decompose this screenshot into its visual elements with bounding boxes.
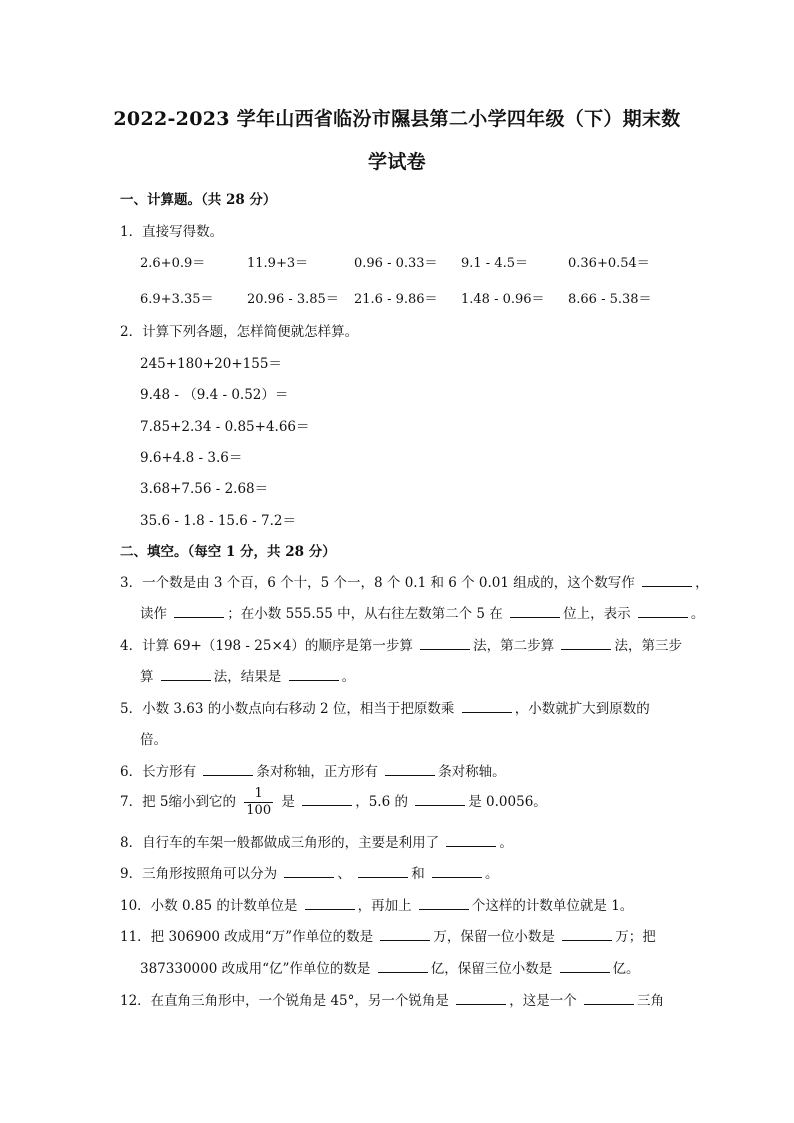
answer-blank[interactable] [378, 960, 428, 973]
answer-blank[interactable] [385, 763, 435, 776]
fraction-denominator: 100 [246, 803, 272, 818]
page-title-continued: 学试卷 [368, 151, 426, 173]
question-text: 7．把 5缩小到它的 [120, 794, 236, 810]
answer-blank[interactable] [358, 865, 408, 878]
question-text: 亿。 [612, 961, 640, 977]
question-11 [120, 925, 656, 945]
answer-blank[interactable] [289, 668, 339, 681]
calc-item: 11.9+3＝ [247, 256, 309, 271]
question-1-row-2 [140, 288, 680, 307]
answer-blank[interactable] [561, 637, 611, 650]
question-text: 亿，保留三位小数是 [430, 961, 553, 977]
question-text: 11．把 306900 改成用“万”作单位的数是 [120, 929, 374, 945]
calc-item: 21.6 - 9.86＝ [354, 292, 438, 307]
question-text: 和 [411, 866, 425, 882]
question-8 [120, 831, 513, 851]
question-text: 。 [690, 606, 705, 622]
question-2-prompt: 2．计算下列各题，怎样简便就怎样算。 [120, 324, 359, 340]
question-9 [120, 862, 498, 882]
question-1-prompt: 1．直接写得数。 [120, 224, 224, 240]
answer-blank[interactable] [462, 700, 512, 713]
question-text: 。 [484, 866, 499, 882]
answer-blank[interactable] [638, 605, 688, 618]
question-2-item: 3.68+7.56 - 2.68＝ [140, 481, 269, 497]
answer-blank[interactable] [415, 793, 465, 806]
answer-blank[interactable] [584, 992, 634, 1005]
answer-blank[interactable] [510, 605, 560, 618]
question-5 [120, 697, 650, 717]
answer-blank[interactable] [562, 928, 612, 941]
fraction [244, 786, 273, 819]
question-4-continued [140, 665, 355, 685]
calc-item: 9.1 - 4.5＝ [461, 256, 529, 271]
question-11-continued [140, 957, 640, 977]
question-text: 5．小数 3.63 的小数点向右移动 2 位，相当于把原数乘 [120, 701, 455, 717]
question-text: 。 [341, 669, 356, 685]
question-7 [120, 786, 547, 819]
answer-blank[interactable] [161, 668, 211, 681]
question-text: 387330000 改成用“亿”作单位的数是 [140, 961, 371, 977]
question-text: 法，第三步 [614, 638, 682, 654]
question-text: ，5.6 的 [355, 794, 408, 810]
answer-blank[interactable] [302, 793, 352, 806]
calc-item: 20.96 - 3.85＝ [247, 292, 339, 307]
question-text: ，再加上 [357, 898, 412, 914]
question-4 [120, 634, 682, 654]
question-2-item: 35.6 - 1.8 - 15.6 - 7.2＝ [140, 513, 296, 529]
question-text: 万，保留一位小数是 [433, 929, 555, 945]
answer-blank[interactable] [174, 605, 224, 618]
question-text: 9．三角形按照角可以分为 [120, 866, 278, 882]
answer-blank[interactable] [560, 960, 610, 973]
question-text: ，这是一个 [509, 993, 577, 1009]
question-text: 个这样的计数单位就是 1。 [471, 898, 634, 914]
question-text: 条对称轴。 [438, 764, 506, 780]
answer-blank[interactable] [432, 865, 482, 878]
calc-item: 8.66 - 5.38＝ [568, 292, 652, 307]
question-text: 读作 [140, 606, 167, 622]
question-text: ，小数就扩大到原数的 [514, 701, 650, 717]
question-6 [120, 760, 506, 780]
calc-item: 1.48 - 0.96＝ [461, 292, 545, 307]
question-text: 、 [337, 866, 351, 882]
question-10 [120, 894, 633, 914]
question-text: 三角 [637, 993, 664, 1009]
question-2-item: 7.85+2.34 - 0.85+4.66＝ [140, 419, 310, 435]
answer-blank[interactable] [419, 897, 469, 910]
answer-blank[interactable] [284, 865, 334, 878]
answer-blank[interactable] [446, 834, 496, 847]
section-heading-text: 二、填空。（每空 1 分，共 28 分） [120, 544, 336, 560]
question-text: 位上，表示 [563, 606, 631, 622]
question-text: 法，第二步算 [473, 638, 555, 654]
question-text: 法，结果是 [213, 669, 282, 685]
question-12 [120, 989, 664, 1009]
question-text: 万；把 [615, 929, 656, 945]
question-text: 是 [281, 794, 295, 810]
question-text: 3．一个数是由 3 个百，6 个十，5 个一，8 个 0.1 和 6 个 0.01 组成的，这个数写作 [120, 575, 635, 591]
answer-blank[interactable] [305, 897, 355, 910]
answer-blank[interactable] [380, 928, 430, 941]
answer-blank[interactable] [456, 992, 506, 1005]
question-text: 10．小数 0.85 的计数单位是 [120, 898, 298, 914]
question-text: 12．在直角三角形中，一个锐角是 45°，另一个锐角是 [120, 993, 449, 1009]
section-heading-calculation: 一、计算题。（共 28 分） [120, 192, 277, 208]
section-heading-fill-in [120, 540, 336, 560]
fraction-numerator: 1 [254, 786, 263, 801]
question-text: 4．计算 69+（198 - 25×4）的顺序是第一步算 [120, 638, 413, 654]
question-2-item: 9.6+4.8 - 3.6＝ [140, 450, 243, 466]
question-text: 8．自行车的车架一般都做成三角形的，主要是利用了 [120, 835, 440, 851]
page-title: 2022-2023 学年山西省临汾市隰县第二小学四年级（下）期末数 [113, 108, 681, 130]
answer-blank[interactable] [203, 763, 253, 776]
calc-item: 0.96 - 0.33＝ [354, 256, 438, 271]
question-2-item: 9.48 - （9.4 - 0.52）＝ [140, 387, 289, 403]
calc-item: 0.36+0.54＝ [568, 256, 650, 271]
question-2-item: 245+180+20+155＝ [140, 356, 282, 372]
question-text: 是 0.0056。 [468, 794, 547, 810]
answer-blank[interactable] [420, 637, 470, 650]
calc-item: 2.6+0.9＝ [140, 256, 206, 271]
question-3-continued [140, 602, 704, 622]
question-text: ， [695, 575, 709, 591]
question-5-continued [140, 728, 167, 748]
question-text: 条对称轴，正方形有 [256, 764, 378, 780]
answer-blank[interactable] [642, 574, 692, 587]
question-text: ；在小数 555.55 中，从右往左数第二个 5 在 [227, 606, 503, 622]
question-text: 。 [499, 835, 513, 851]
question-1-row-1 [140, 252, 680, 271]
question-text: 6．长方形有 [120, 764, 197, 780]
calc-item: 6.9+3.35＝ [140, 292, 214, 307]
question-text: 算 [140, 669, 154, 685]
question-3 [120, 571, 709, 591]
question-text: 倍。 [140, 732, 167, 748]
